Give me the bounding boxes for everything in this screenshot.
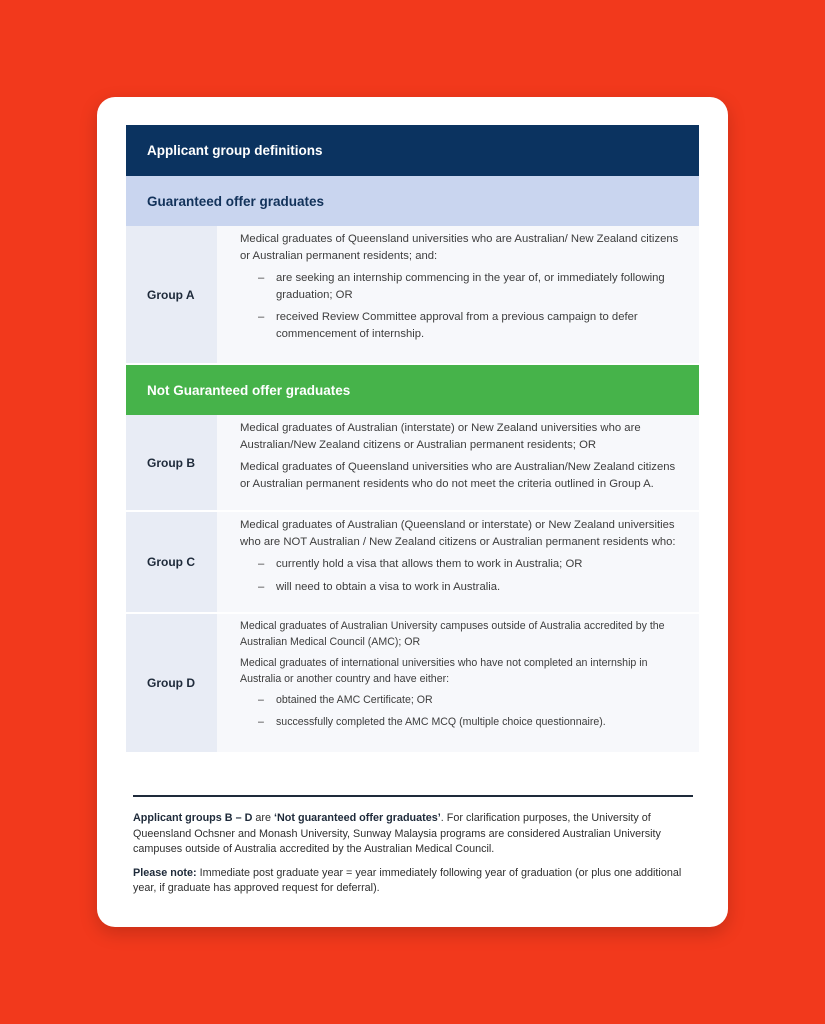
dash-marker: – — [258, 715, 264, 728]
group-d-para2: Medical graduates of international universities who have not completed an internship in Australia or another country and have either: — [240, 657, 648, 685]
table-row-group-b — [126, 415, 699, 512]
list-item — [240, 693, 687, 709]
please-note — [133, 866, 693, 897]
not-guaranteed-header: Not Guaranteed offer graduates — [126, 365, 699, 415]
group-d-content — [217, 614, 699, 752]
dash-marker: – — [258, 311, 265, 323]
applicant-group-table — [126, 125, 699, 754]
group-d-list — [240, 693, 687, 730]
group-a-intro: Medical graduates of Queensland universities who are Australian/ New Zealand citizens or Australian permanent residents; and: — [240, 233, 679, 262]
note-text: are — [252, 812, 274, 824]
list-item-text: received Review Committee approval from a previous campaign to defer commencement of internship. — [276, 311, 638, 340]
list-item-text: currently hold a visa that allows them to work in Australia; OR — [276, 558, 583, 570]
group-d-label: Group D — [126, 614, 217, 752]
list-item-text: are seeking an internship commencing in the year of, or immediately following graduation; OR — [276, 272, 665, 301]
table-row-group-c — [126, 512, 699, 614]
note-text: . For clarification purposes, the University of Queensland Ochsner and Monash University, Sunway Malaysia programs are considered Australian University campuses outside of Australia accredited by the Australian Medical Council. — [133, 812, 661, 855]
note-bold-term: ‘Not guaranteed offer graduates’ — [273, 812, 441, 824]
group-a-list — [240, 270, 687, 342]
note-bold-groups: Applicant groups B – D — [133, 812, 253, 824]
guaranteed-header: Guaranteed offer graduates — [126, 176, 699, 226]
table-title: Applicant group definitions — [126, 125, 699, 176]
dash-marker: – — [258, 272, 265, 284]
list-item — [240, 556, 687, 573]
list-item — [240, 579, 687, 596]
note-text: Immediate post graduate year = year immediately following year of graduation (or plus one additional year, if graduate has approved request for deferral). — [133, 866, 682, 894]
group-a-label: Group A — [126, 226, 217, 363]
list-item-text: successfully completed the AMC MCQ (multiple choice questionnaire). — [276, 715, 606, 728]
group-c-list — [240, 556, 687, 595]
group-d-para1: Medical graduates of Australian University campuses outside of Australia accredited by the Australian Medical Council (AMC); OR — [240, 620, 665, 648]
group-c-label: Group C — [126, 512, 217, 612]
group-b-para1: Medical graduates of Australian (interstate) or New Zealand universities who are Australian/New Zealand citizens or Australian permanent residents; OR — [240, 422, 641, 451]
table-row-group-a — [126, 226, 699, 365]
group-b-para2: Medical graduates of Queensland universities who are Australian/New Zealand citizens or Australian permanent residents who do not meet the criteria outlined in Group A. — [240, 461, 676, 490]
list-item — [240, 715, 687, 731]
group-b-label: Group B — [126, 415, 217, 510]
dash-marker: – — [258, 694, 264, 706]
list-item — [240, 270, 687, 303]
document-card — [97, 97, 728, 927]
table-row-group-d — [126, 614, 699, 754]
dash-marker: – — [258, 580, 265, 593]
group-a-content — [217, 226, 699, 363]
clarification-note — [133, 811, 693, 858]
footer-notes — [133, 795, 693, 905]
group-b-content — [217, 415, 699, 510]
group-c-intro: Medical graduates of Australian (Queensland or interstate) or New Zealand universities who are NOT Australian / New Zealand citizens or Australian permanent residents who: — [240, 519, 676, 548]
note-bold-label: Please note: — [133, 866, 197, 879]
list-item-text: will need to obtain a visa to work in Australia. — [276, 580, 501, 593]
dash-marker: – — [258, 558, 265, 570]
group-c-content — [217, 512, 699, 612]
list-item-text: obtained the AMC Certificate; OR — [276, 694, 433, 706]
list-item — [240, 309, 687, 342]
